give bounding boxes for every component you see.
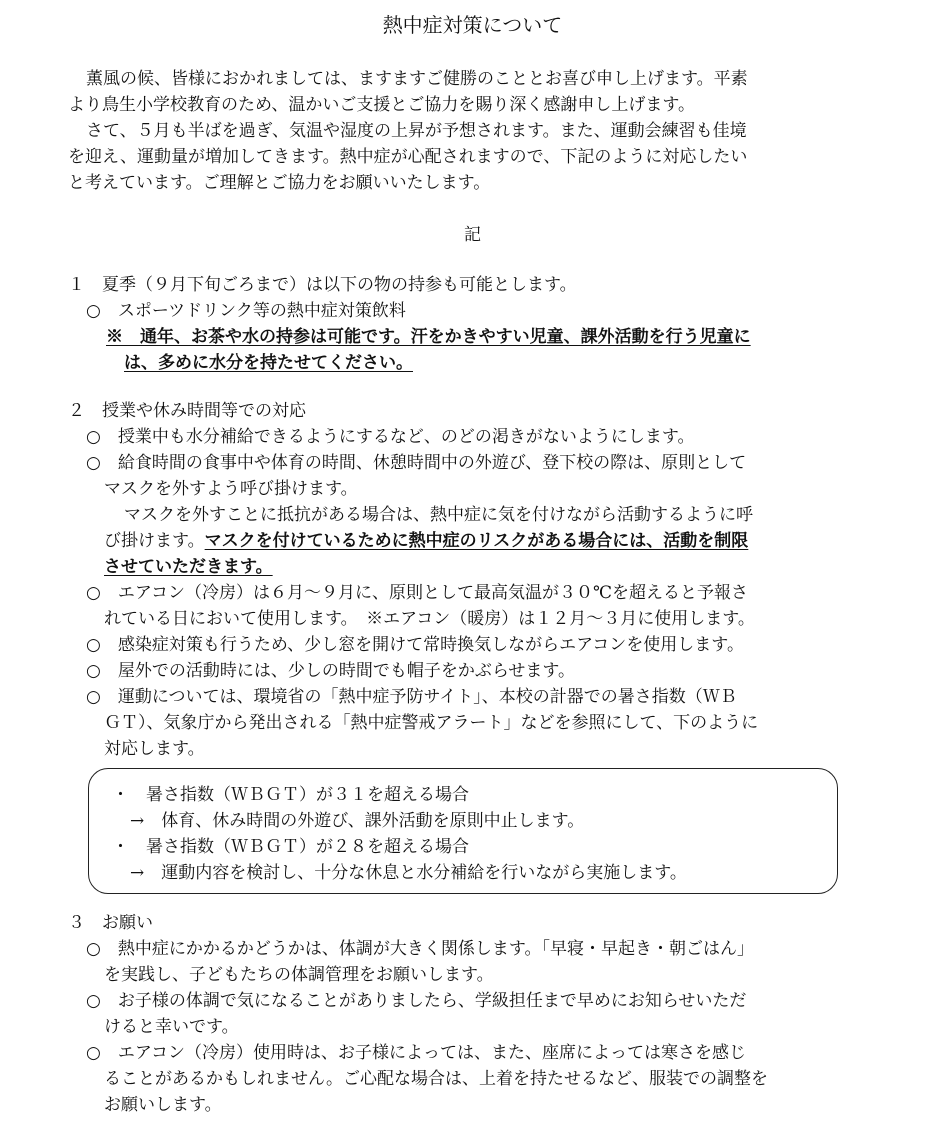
section-2-bullet-6-line-2: ＧＴ）、気象庁から発出される「熱中症警戒アラート」などを参照にして、下のように <box>104 713 759 733</box>
section-1-note-line-1: ※ 通年、お茶や水の持参は可能です。汗をかきやすい児童、課外活動を行う児童に <box>106 327 751 347</box>
intro-paragraph-1-line-2: より鳥生小学校教育のため、温かいご支援とご協力を賜り深く感謝申し上げます。 <box>68 95 695 115</box>
section-2-bullet-4: ○ 感染症対策も行うため、少し窓を開けて常時換気しながらエアコンを使用します。 <box>86 635 744 655</box>
section-2-bullet-2-line-4-plain: び掛けます。 <box>104 531 205 551</box>
section-1-note-line-2: は、多めに水分を持たせてください。 <box>124 353 413 373</box>
section-3-bullet-2-line-1: ○ お子様の体調で気になることがありましたら、学級担任まで早めにお知らせいただ <box>86 991 747 1011</box>
document-title: 熱中症対策について <box>382 13 563 37</box>
intro-paragraph-1-line-1: 薫風の候、皆様におかれましては、ますますご健勝のこととお喜び申し上げます。平素 <box>86 69 748 89</box>
section-2-bullet-3-line-1: ○ エアコン（冷房）は６月～９月に、原則として最高気温が３０℃を超えると予報さ <box>86 583 748 603</box>
section-3-bullet-3-line-3: お願いします。 <box>104 1095 222 1115</box>
section-1-item: ○ スポーツドリンク等の熱中症対策飲料 <box>86 301 406 321</box>
section-3-bullet-3-line-1: ○ エアコン（冷房）使用時は、お子様によっては、また、座席によっては寒さを感じ <box>86 1043 746 1063</box>
section-2-bullet-2-line-3: マスクを外すことに抵抗がある場合は、熱中症に気を付けながら活動するように呼 <box>124 505 753 525</box>
section-2-bullet-2-line-2: マスクを外すよう呼び掛けます。 <box>104 479 358 499</box>
section-2-bullet-6-line-1: ○ 運動については、環境省の「熱中症予防サイト」、本校の計器での暑さ指数（ＷＢ <box>86 687 737 707</box>
section-2-bullet-6-line-3: 対応します。 <box>104 739 205 759</box>
section-3-bullet-1-line-1: ○ 熱中症にかかるかどうかは、体調が大きく関係します。「早寝・早起き・朝ごはん」 <box>86 939 754 959</box>
section-3-bullet-2-line-2: けると幸いです。 <box>104 1017 239 1037</box>
section-2-bullet-2-emphasis: マスクを付けているために熱中症のリスクがある場合には、活動を制限 <box>204 531 749 551</box>
section-2-bullet-2-line-5: させていただきます。 <box>104 557 273 577</box>
section-2-bullet-2-line-4 <box>104 528 748 554</box>
section-2-bullet-1: ○ 授業中も水分補給できるようにするなど、のどの渇きがないようにします。 <box>86 427 695 447</box>
ki-heading: 記 <box>464 225 481 245</box>
section-2-bullet-5: ○ 屋外での活動時には、少しの時間でも帽子をかぶらせます。 <box>86 661 575 681</box>
intro-paragraph-2-line-3: と考えています。ご理解とご協力をお願いいたします。 <box>68 173 491 193</box>
section-2-bullet-3-line-2: れている日において使用します。 ※エアコン（暖房）は１２月～３月に使用します。 <box>104 609 755 629</box>
wbgt-rule-31: ・ 暑さ指数（ＷＢＧＴ）が３１を超える場合 <box>112 785 469 805</box>
section-1-heading: １ 夏季（９月下旬ごろまで）は以下の物の持参も可能とします。 <box>68 275 577 295</box>
section-3-heading: ３ お願い <box>68 913 153 933</box>
intro-paragraph-2-line-2: を迎え、運動量が増加してきます。熱中症が心配されますので、下記のように対応したい <box>68 147 748 167</box>
wbgt-rule-31-action: → 体育、休み時間の外遊び、課外活動を原則中止します。 <box>130 811 585 831</box>
wbgt-rule-28: ・ 暑さ指数（ＷＢＧＴ）が２８を超える場合 <box>112 837 469 857</box>
section-2-bullet-2-line-1: ○ 給食時間の食事中や体育の時間、休憩時間中の外遊び、登下校の際は、原則として <box>86 453 747 473</box>
wbgt-rule-28-action: → 運動内容を検討し、十分な休息と水分補給を行いながら実施します。 <box>130 863 687 883</box>
intro-paragraph-2-line-1: さて、５月も半ばを過ぎ、気温や湿度の上昇が予想されます。また、運動会練習も佳境 <box>86 121 747 141</box>
section-3-bullet-1-line-2: を実践し、子どもたちの体調管理をお願いします。 <box>104 965 494 985</box>
section-3-bullet-3-line-2: ることがあるかもしれません。ご心配な場合は、上着を持たせるなど、服装での調整を <box>104 1069 769 1089</box>
section-2-heading: ２ 授業や休み時間等での対応 <box>68 401 306 421</box>
